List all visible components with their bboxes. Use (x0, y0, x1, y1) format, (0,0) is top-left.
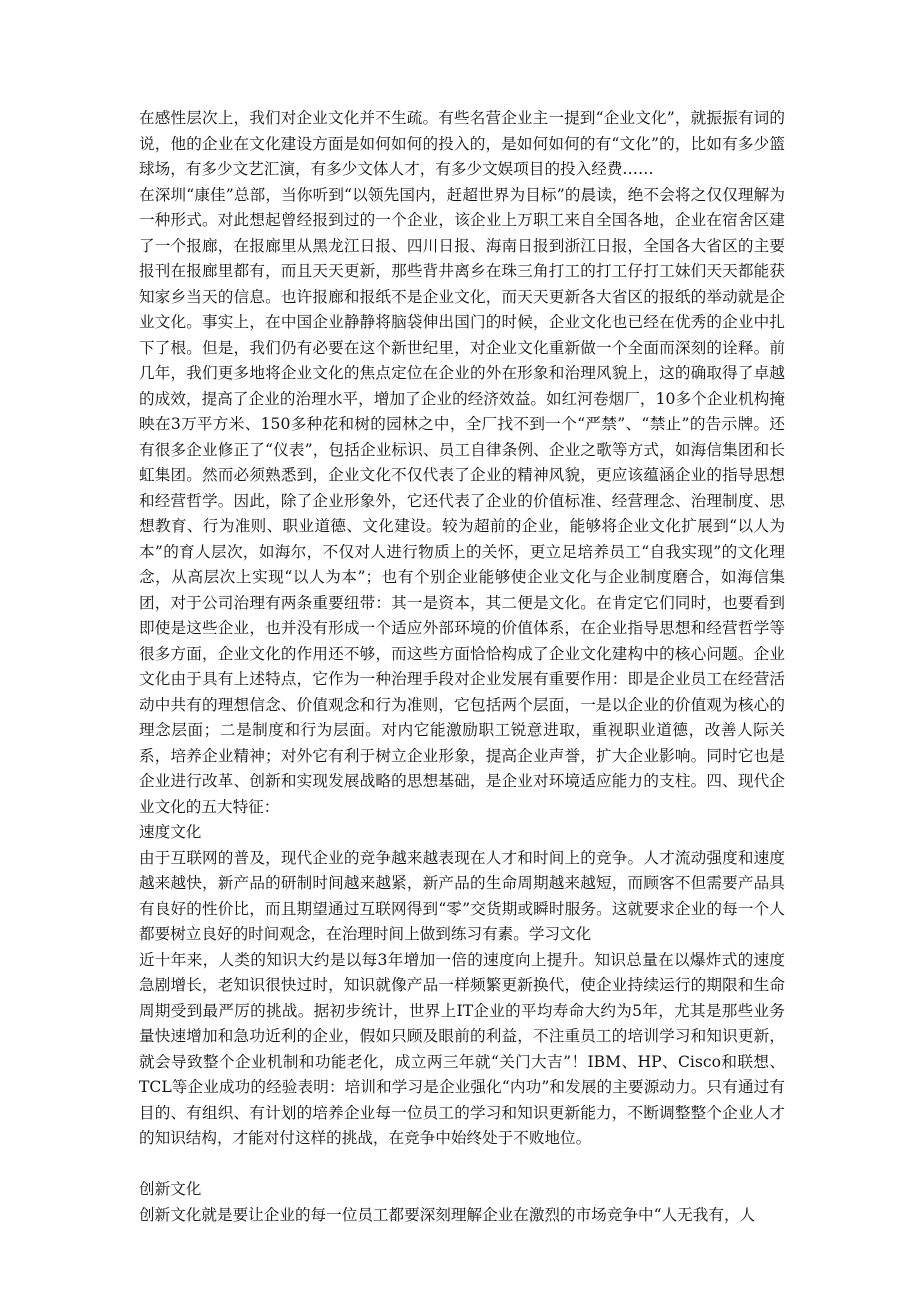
paragraph-speed: 由于互联网的普及，现代企业的竞争越来越表现在人才和时间上的竞争。人才流动强度和速度越来越快，新产品的研制时间越来越紧，新产品的生命周期越来越短，而顾客不但需要产品具有良好的性价比，而且期望通过互联网得到“零”交货期或瞬时服务。这就要求企业的每一个人都要树立良好的时间观念，在治理时间上做到练习有素。学习文化 (139, 848, 785, 943)
heading-innovation-culture: 创新文化 (139, 1180, 202, 1198)
heading-speed-culture: 速度文化 (139, 823, 202, 841)
paragraph-innovation: 创新文化就是要让企业的每一位员工都要深刻理解企业在激烈的市场竞争中“人无我有，人 (139, 1205, 756, 1224)
paragraph-intro: 在感性层次上，我们对企业文化并不生疏。有些名营企业主一提到“企业文化”，就振振有词的说，他的企业在文化建设方面是如何如何的投入的，是如何如何的有“文化”的，比如有多少篮球场，有多少文艺汇演，有多少文体人才，有多少文娱项目的投入经费…… (139, 109, 785, 178)
document-body (139, 106, 785, 1228)
paragraph-konka: 在深圳“康佳”总部，当你听到“以领先国内，赶超世界为目标”的晨读，绝不会将之仅仅理解为一种形式。对此想起曾经报到过的一个企业，该企业上万职工来自全国各地，企业在宿舍区建了一个报廊，在报廊里从黑龙江日报、四川日报、海南日报到浙江日报，全国各大省区的主要报刊在报廊里都有，而且天天更新，那些背井离乡在珠三角打工的打工仔打工妹们天天都能获知家乡当天的信息。也许报廊和报纸不是企业文化，而天天更新各大省区的报纸的举动就是企业文化。事实上，在中国企业静静将脑袋伸出国门的时候，企业文化也已经在优秀的企业中扎下了根。但是，我们仍有必要在这个新世纪里，对企业文化重新做一个全面而深刻的诠释。前几年，我们更多地将企业文化的焦点定位在企业的外在形象和治理风貌上，这的确取得了卓越的成效，提高了企业的治理水平，增加了企业的经济效益。如红河卷烟厂，10多个企业机构掩映在3万平方米、150多种花和树的园林之中，全厂找不到一个“严禁”、“禁止”的告示牌。还有很多企业修正了“仪表”，包括企业标识、员工自律条例、企业之歌等方式，如海信集团和长虹集团。然而必须熟悉到，企业文化不仅代表了企业的精神风貌，更应该蕴涵企业的指导思想和经营哲学。因此，除了企业形象外，它还代表了企业的价值标准、经营理念、治理制度、思想教育、行为准则、职业道德、文化建设。较为超前的企业，能够将企业文化扩展到“以人为本”的育人层次，如海尔，不仅对人进行物质上的关怀，更立足培养员工“自我实现”的文化理念，从高层次上实现“以人为本”；也有个别企业能够使企业文化与企业制度磨合，如海信集团，对于公司治理有两条重要纽带：其一是资本，其二便是文化。在肯定它们同时，也要看到即使是这些企业，也并没有形成一个适应外部环境的价值体系，在企业指导思想和经营哲学等很多方面，企业文化的作用还不够，而这些方面恰恰构成了企业文化建构中的核心问题。企业文化由于具有上述特点，它作为一种治理手段对企业发展有重要作用：即是企业员工在经营活动中共有的理想信念、价值观念和行为准则，它包括两个层面，一是以企业的价值观为核心的理念层面；二是制度和行为层面。对内它能激励职工锐意进取，重视职业道德，改善人际关系，培养企业精神；对外它有利于树立企业形象，提高企业声誉，扩大企业影响。同时它也是企业进行改革、创新和实现发展战略的思想基础，是企业对环境适应能力的支柱。四、现代企业文化的五大特征： (139, 185, 785, 816)
blank-line (139, 1152, 785, 1178)
paragraph-learning: 近十年来，人类的知识大约是以每3年增加一倍的速度向上提升。知识总量在以爆炸式的速度急剧增长，老知识很快过时，知识就像产品一样频繁更新换代，使企业持续运行的期限和生命周期受到最严厉的挑战。据初步统计，世界上IT企业的平均寿命大约为5年，尤其是那些业务量快速增加和急功近利的企业，假如只顾及眼前的利益，不注重员工的培训学习和知识更新，就会导致整个企业机制和功能老化，成立两三年就“关门大吉”！IBM、HP、Cisco和联想、TCL等企业成功的经验表明：培训和学习是企业强化“内功”和发展的主要源动力。只有通过有目的、有组织、有计划的培养企业每一位员工的学习和知识更新能力，不断调整整个企业人才的知识结构，才能对付这样的挑战，在竞争中始终处于不败地位。 (139, 950, 785, 1147)
